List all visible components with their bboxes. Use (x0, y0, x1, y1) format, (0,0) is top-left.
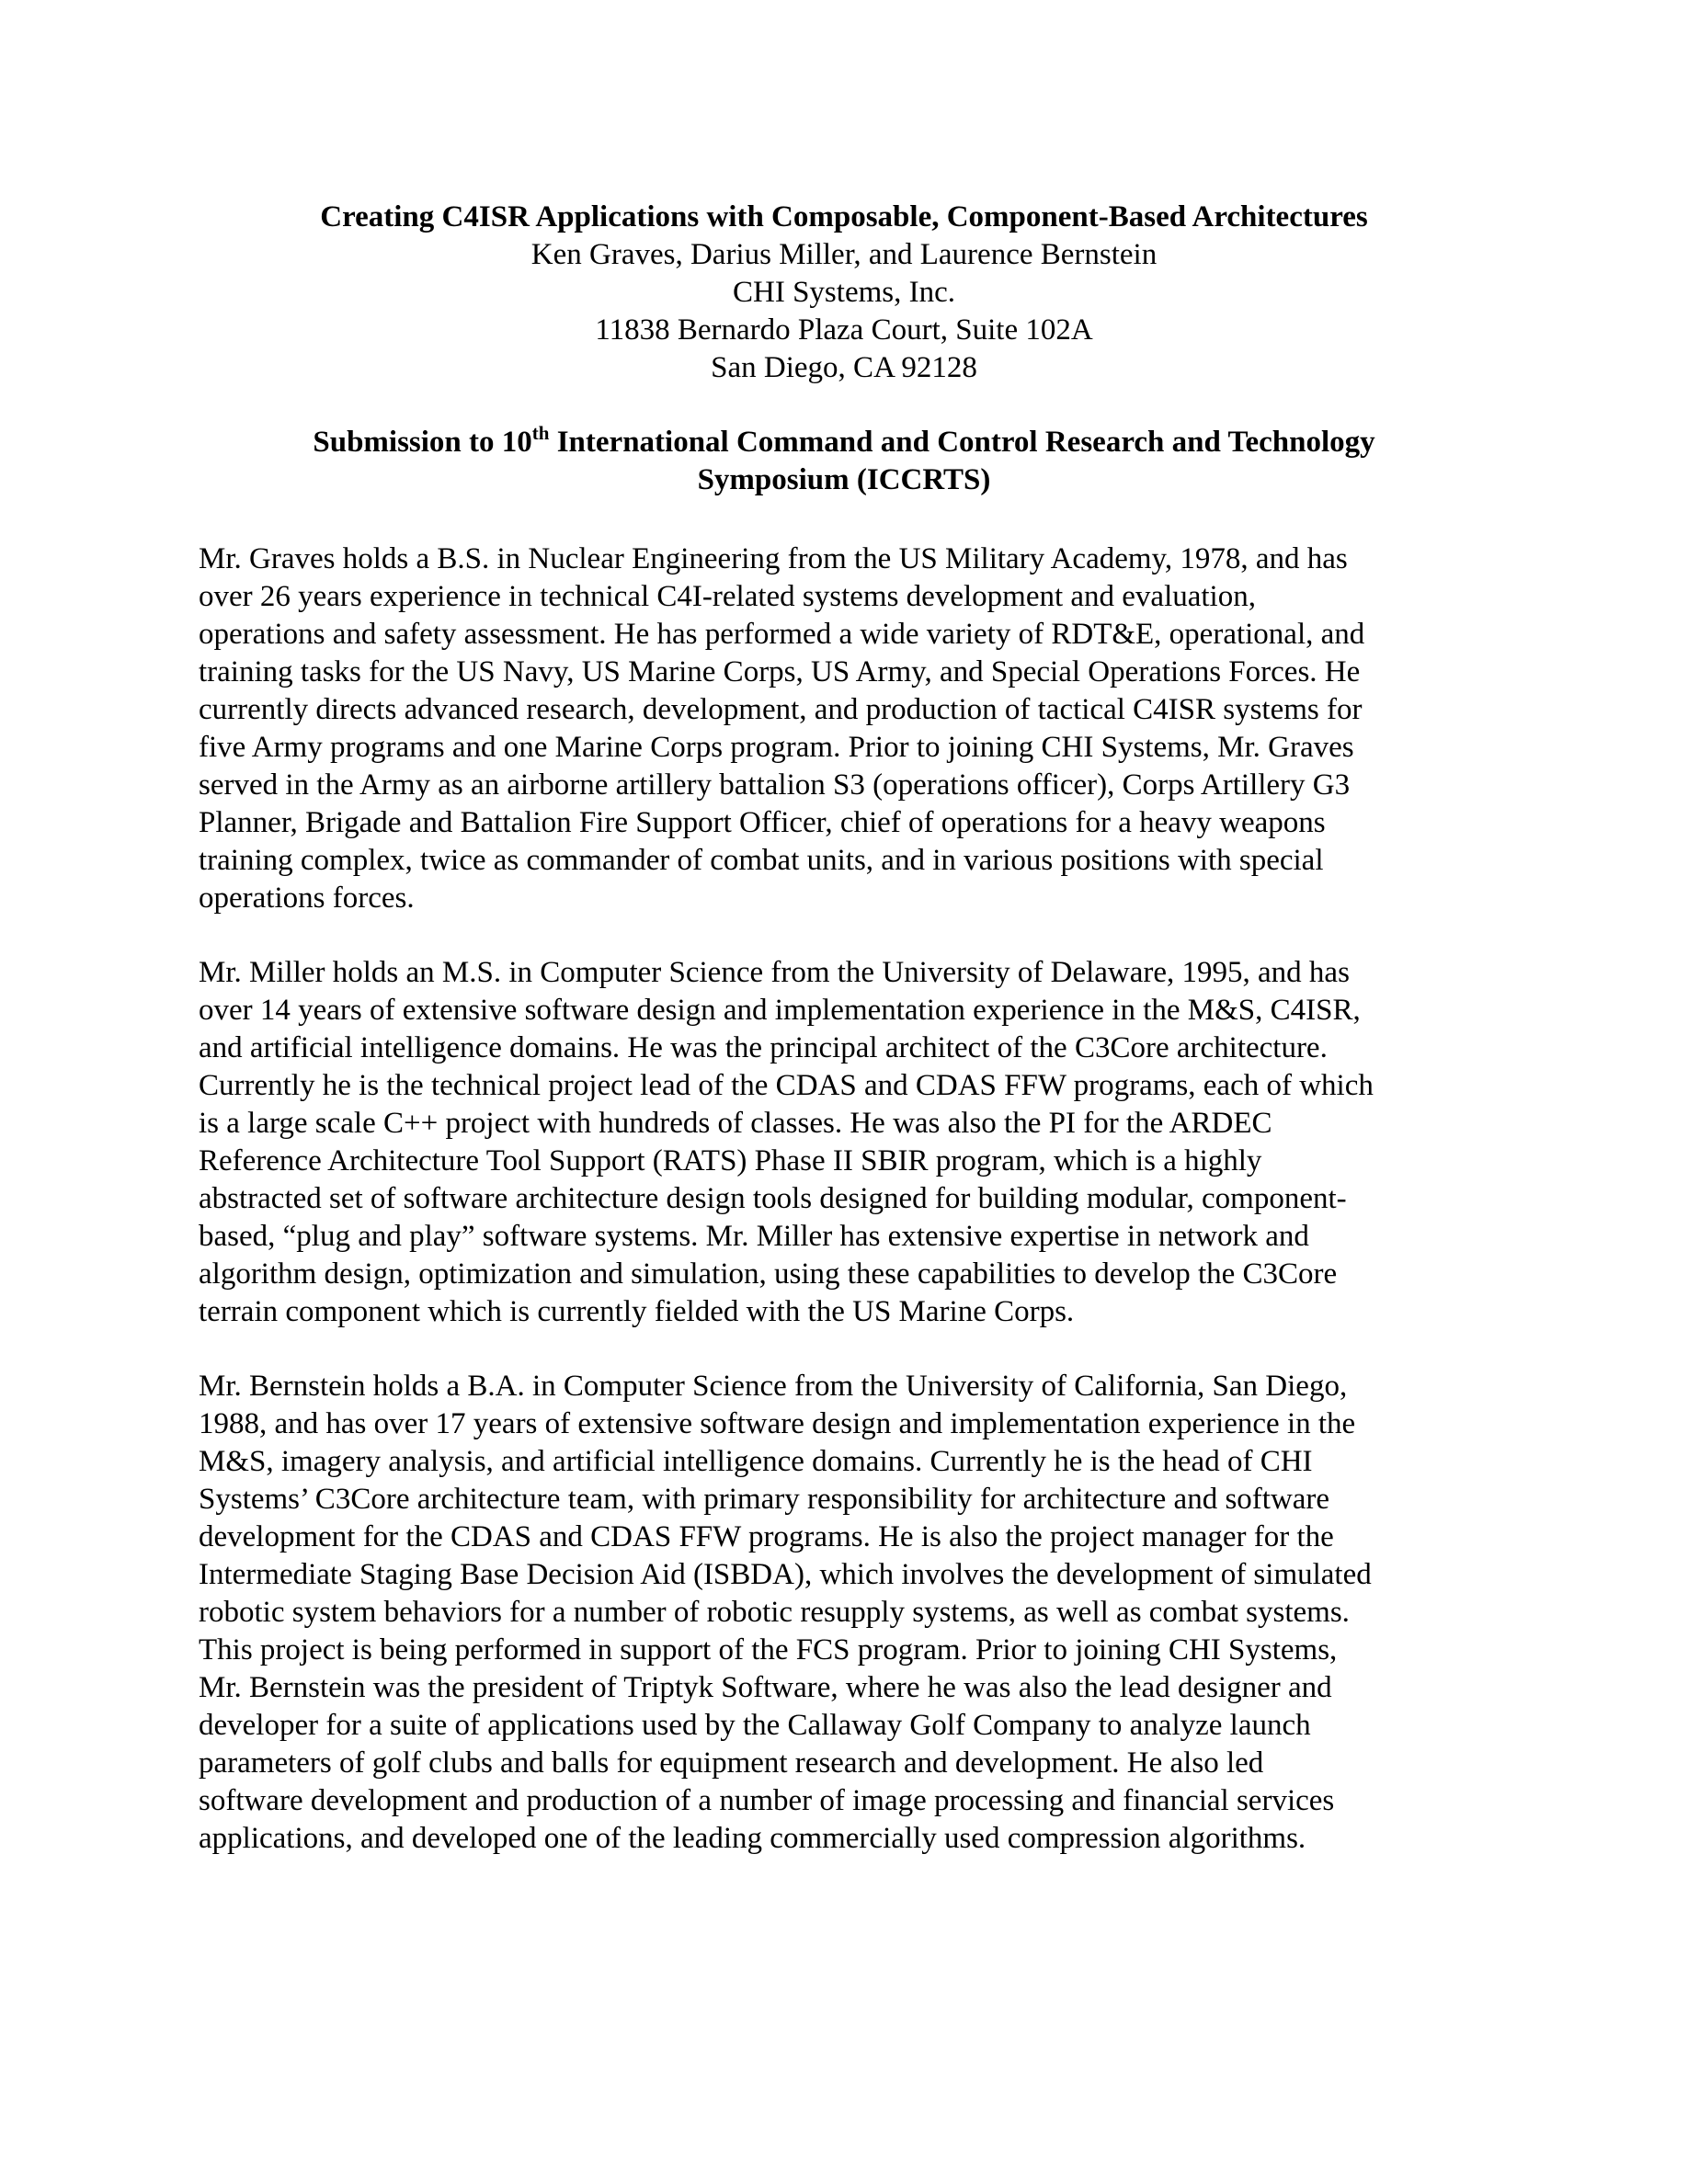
paragraph-line: and artificial intelligence domains. He was the principal architect of the C3Core architecture. (199, 1031, 1328, 1064)
paragraph-line: robotic system behaviors for a number of robotic resupply systems, as well as combat systems. (199, 1596, 1350, 1629)
submission-line-1 (0, 424, 1688, 461)
paragraph-line: 1988, and has over 17 years of extensive software design and implementation experience in the (199, 1407, 1356, 1440)
paragraph-line: operations and safety assessment. He has performed a wide variety of RDT&E, operational, and (199, 618, 1365, 651)
paragraph-line: Reference Architecture Tool Support (RATS) Phase II SBIR program, which is a highly (199, 1144, 1262, 1177)
bio-paragraph-miller (199, 954, 1513, 1331)
paragraph-line: over 26 years experience in technical C4I-related systems development and evaluation, (199, 580, 1256, 613)
paragraph-line: developer for a suite of applications used by the Callaway Golf Company to analyze launch (199, 1709, 1311, 1742)
paragraph-line: abstracted set of software architecture design tools designed for building modular, component- (199, 1182, 1347, 1215)
paragraph-line: training complex, twice as commander of combat units, and in various positions with special (199, 844, 1324, 877)
submission-ordinal-suffix: th (531, 422, 550, 444)
address-line-1: 11838 Bernardo Plaza Court, Suite 102A (595, 313, 1093, 347)
paragraph-line: based, “plug and play” software systems. Mr. Miller has extensive expertise in network and (199, 1220, 1309, 1253)
paragraph-line: operations forces. (199, 882, 415, 915)
paragraph-line: development for the CDAS and CDAS FFW programs. He is also the project manager for the (199, 1520, 1334, 1553)
paragraph-line: served in the Army as an airborne artillery battalion S3 (operations officer), Corps Artillery G3 (199, 768, 1351, 802)
paragraph-line: Systems’ C3Core architecture team, with primary responsibility for architecture and software (199, 1483, 1330, 1516)
author-list: Ken Graves, Darius Miller, and Laurence Bernstein (530, 238, 1158, 271)
bio-paragraph-graves (199, 540, 1513, 917)
paragraph-line: five Army programs and one Marine Corps program. Prior to joining CHI Systems, Mr. Graves (199, 731, 1354, 764)
paragraph-line: Currently he is the technical project lead of the CDAS and CDAS FFW programs, each of which (199, 1069, 1374, 1102)
paragraph-line: is a large scale C++ project with hundreds of classes. He was also the PI for the ARDEC (199, 1107, 1272, 1140)
paragraph-line: Mr. Bernstein was the president of Triptyk Software, where he was also the lead designer and (199, 1671, 1332, 1704)
paragraph-line: Mr. Miller holds an M.S. in Computer Science from the University of Delaware, 1995, and has (199, 956, 1350, 989)
submission-heading (0, 424, 1688, 499)
submission-line-2: Symposium (ICCRTS) (697, 463, 991, 496)
paragraph-line: training tasks for the US Navy, US Marine Corps, US Army, and Special Operations Forces. He (199, 655, 1361, 688)
paragraph-line: parameters of golf clubs and balls for equipment research and development. He also led (199, 1746, 1264, 1780)
paragraph-line: Planner, Brigade and Battalion Fire Support Officer, chief of operations for a heavy weapons (199, 806, 1326, 839)
paragraph-line: algorithm design, optimization and simulation, using these capabilities to develop the C3Core (199, 1257, 1338, 1291)
paragraph-line: Mr. Bernstein holds a B.A. in Computer Science from the University of California, San Diego, (199, 1370, 1348, 1403)
paper-title: Creating C4ISR Applications with Composable, Component-Based Architectures (320, 200, 1368, 233)
paragraph-line: This project is being performed in support of the FCS program. Prior to joining CHI Systems, (199, 1633, 1338, 1666)
paragraph-line: Intermediate Staging Base Decision Aid (ISBDA), which involves the development of simulated (199, 1558, 1372, 1591)
submission-line-1-rest: International Command and Control Research and Technology (549, 426, 1375, 459)
paragraph-line: software development and production of a number of image processing and financial services (199, 1784, 1335, 1817)
paragraph-line: Mr. Graves holds a B.S. in Nuclear Engineering from the US Military Academy, 1978, and has (199, 542, 1348, 575)
paragraph-line: over 14 years of extensive software design and implementation experience in the M&S, C4ISR, (199, 994, 1361, 1027)
paragraph-line: M&S, imagery analysis, and artificial intelligence domains. Currently he is the head of CHI (199, 1445, 1313, 1478)
submission-prefix: Submission to 10 (313, 426, 532, 459)
document-header (0, 199, 1688, 387)
bio-paragraph-bernstein (199, 1368, 1513, 1858)
paragraph-line: applications, and developed one of the leading commercially used compression algorithms. (199, 1822, 1306, 1855)
organization-name: CHI Systems, Inc. (733, 276, 955, 309)
paragraph-line: terrain component which is currently fielded with the US Marine Corps. (199, 1295, 1075, 1328)
address-line-2: San Diego, CA 92128 (711, 351, 977, 384)
paragraph-line: currently directs advanced research, development, and production of tactical C4ISR systems for (199, 693, 1363, 726)
